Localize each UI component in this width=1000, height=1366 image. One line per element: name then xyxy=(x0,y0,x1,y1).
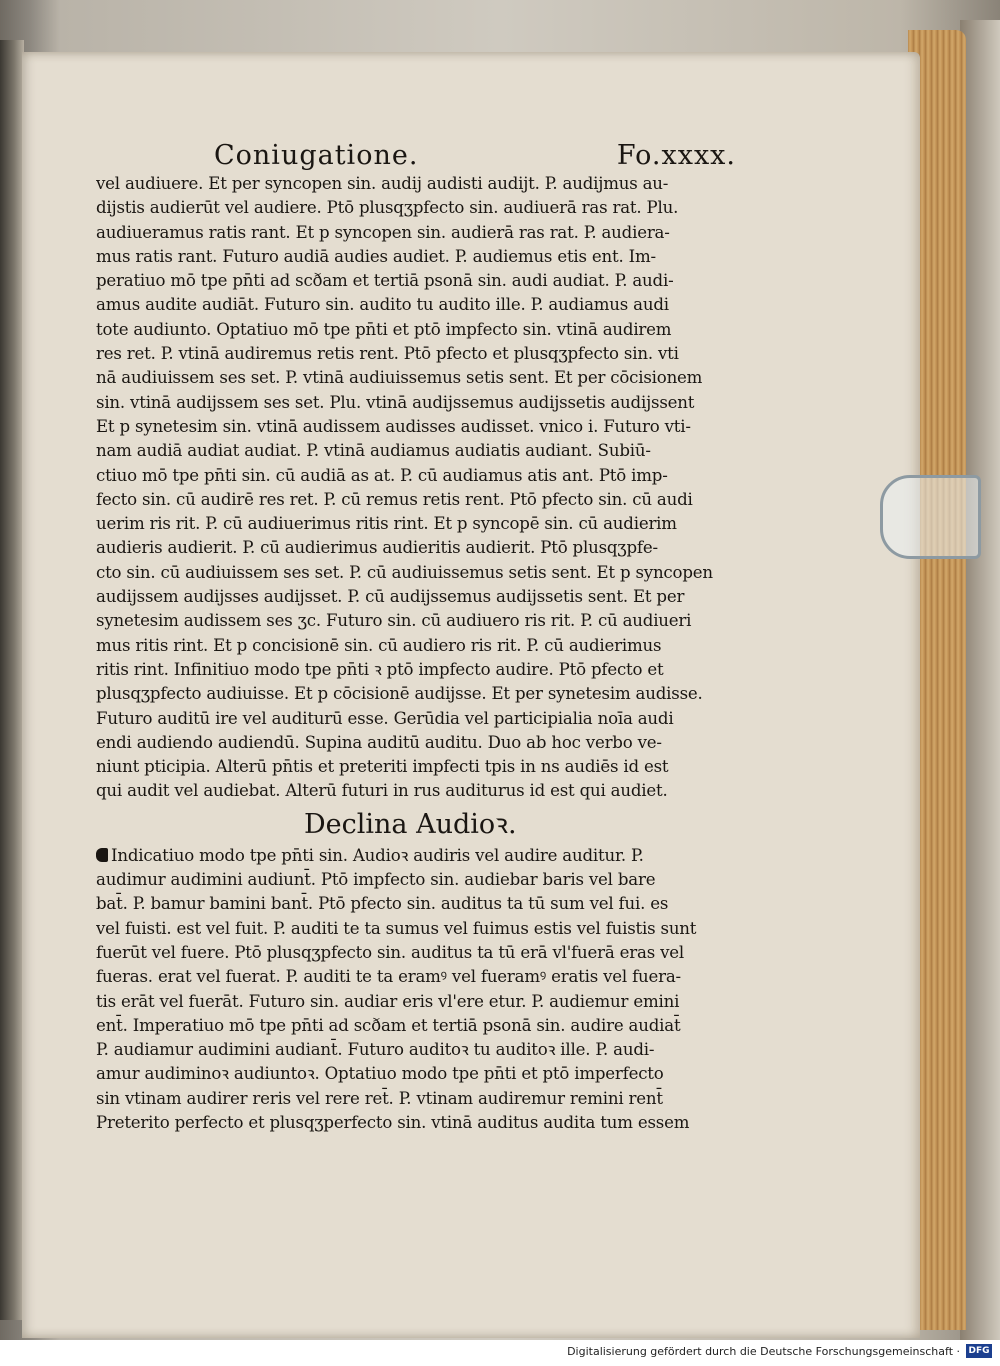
text-line xyxy=(96,1038,742,1062)
text-line-content: res ret. P. vtinā audiremus retis rent. Ptō pfecto et plusqʒpfecto sin. vti xyxy=(96,344,679,364)
text-line xyxy=(96,731,742,755)
text-line xyxy=(96,1087,742,1111)
text-line-content: plusqʒpfecto audiuisse. Et p cōcisionē audijsse. Et per synetesim audisse. xyxy=(96,684,703,704)
text-line xyxy=(96,464,742,488)
running-title: Coniugatione. xyxy=(214,140,419,171)
text-line xyxy=(96,779,742,803)
text-line xyxy=(96,917,742,941)
text-line xyxy=(96,609,742,633)
text-line xyxy=(96,366,742,390)
text-line-content: nā audiuissem ses set. P. vtinā audiuissemus setis sent. Et per cōcisionem xyxy=(96,368,703,388)
text-line-content: amus audite audiāt. Futuro sin. audito tu audito ille. P. audiamus audi xyxy=(96,295,669,315)
text-line xyxy=(96,221,742,245)
text-line xyxy=(96,658,742,682)
text-line-content: fecto sin. cū audirē res ret. P. cū remus retis rent. Ptō pfecto sin. cū audi xyxy=(96,489,693,509)
text-line-content: Indicatiuo modo tpe pn̄ti sin. Audioꝛ audiris vel audire auditur. P. xyxy=(111,845,644,865)
text-line-content: dijstis audierūt vel audiere. Ptō plusqʒpfecto sin. audiuerā ras rat. Plu. xyxy=(96,198,679,218)
text-line xyxy=(96,488,742,512)
text-line-content: mus ratis rant. Futuro audiā audies audiet. P. audiemus etis ent. Im- xyxy=(96,246,656,266)
text-line-content: amur audiminoꝛ audiuntoꝛ. Optatiuo modo tpe pn̄ti et ptō imperfecto xyxy=(96,1064,664,1084)
text-line-content: tis erāt vel fuerāt. Futuro sin. audiar eris vl'ere etur. P. audiemur emini xyxy=(96,991,680,1011)
text-line xyxy=(96,585,742,609)
text-line-content: vel fuisti. est vel fuit. P. auditi te ta sumus vel fuimus estis vel fuistis sunt xyxy=(96,918,697,938)
text-line xyxy=(96,1062,742,1086)
text-line xyxy=(96,415,742,439)
page-edge-shadow xyxy=(960,20,1000,1340)
text-line-content: endi audiendo audiendū. Supina auditū auditu. Duo ab hoc verbo ve- xyxy=(96,732,662,752)
text-line xyxy=(96,707,742,731)
text-line xyxy=(96,892,742,916)
text-line-content: ctiuo mō tpe pn̄ti sin. cū audiā as at. P. cū audiamus atis ant. Ptō imp- xyxy=(96,465,668,485)
page-header xyxy=(96,138,742,172)
text-line-content: niunt pticipia. Alterū pn̄tis et preteriti impfecti tpis in ns audiēs id est xyxy=(96,757,669,777)
text-line xyxy=(96,844,742,868)
text-line-content: audimur audimini audiunt̄. Ptō impfecto sin. audiebar baris vel bare xyxy=(96,870,656,890)
text-line-content: nam audiā audiat audiat. P. vtinā audiamus audiatis audiant. Subiū- xyxy=(96,441,651,461)
section-heading: Declina Audioꝛ. xyxy=(304,808,517,840)
text-line xyxy=(96,868,742,892)
text-line-content: audieris audierit. P. cū audierimus audieritis audierit. Ptō plusqʒpfe- xyxy=(96,538,658,558)
text-line xyxy=(96,990,742,1014)
text-line xyxy=(96,965,742,989)
paragraph-mark-icon xyxy=(96,848,108,862)
text-line-content: Et p synetesim sin. vtinā audissem audisses audisset. vnico i. Futuro vti- xyxy=(96,416,691,436)
text-line xyxy=(96,269,742,293)
text-line xyxy=(96,342,742,366)
text-line-content: vel audiuere. Et per syncopen sin. audij audisti audijt. P. audijmus au- xyxy=(96,174,669,193)
text-line-content: audijssem audijsses audijsset. P. cū audijssemus audijssetis sent. Et per xyxy=(96,587,685,607)
text-line xyxy=(96,172,742,196)
text-line xyxy=(96,634,742,658)
book-spine-left xyxy=(0,40,24,1320)
text-line-content: peratiuo mō tpe pn̄ti ad scðam et tertiā psonā sin. audi audiat. P. audi- xyxy=(96,271,674,291)
digitization-credit: Digitalisierung gefördert durch die Deutsche Forschungsgemeinschaft · xyxy=(567,1345,960,1358)
text-line-content: cto sin. cū audiuissem ses set. P. cū audiuissemus setis sent. Et p syncopen xyxy=(96,562,713,582)
text-line xyxy=(96,439,742,463)
text-line-content: sin vtinam audirer reris vel rere ret̄. P. vtinam audiremur remini rent̄ xyxy=(96,1088,663,1108)
text-line-content: tote audiunto. Optatiuo mō tpe pn̄ti et ptō impfecto sin. vtinā audirem xyxy=(96,319,672,339)
text-line xyxy=(96,536,742,560)
page-clip xyxy=(880,475,981,559)
page-text-block xyxy=(96,138,742,1135)
text-line xyxy=(96,391,742,415)
text-line xyxy=(96,1014,742,1038)
text-line xyxy=(96,941,742,965)
text-line-content: ritis rint. Infinitiuo modo tpe pn̄ti ꝛ ptō impfecto audire. Ptō pfecto et xyxy=(96,659,664,679)
text-line-content: Preterito perfecto et plusqʒperfecto sin. vtinā auditus audita tum essem xyxy=(96,1112,690,1132)
text-line xyxy=(96,755,742,779)
text-section-coniugatione xyxy=(96,172,742,804)
text-line-content: synetesim audissem ses ʒc. Futuro sin. cū audiuero ris rit. P. cū audiueri xyxy=(96,611,692,631)
text-line-content: fueras. erat vel fuerat. P. auditi te ta eramꝰ vel fueramꝰ eratis vel fuera- xyxy=(96,967,681,987)
text-line-content: P. audiamur audimini audiant̄. Futuro auditoꝛ tu auditoꝛ ille. P. audi- xyxy=(96,1040,655,1060)
text-line-content: bat̄. P. bamur bamini bant̄. Ptō pfecto sin. auditus ta tū sum vel fui. es xyxy=(96,894,669,914)
text-line xyxy=(96,293,742,317)
text-section-declina xyxy=(96,844,742,1136)
text-line-content: mus ritis rint. Et p concisionē sin. cū audiero ris rit. P. cū audierimus xyxy=(96,635,662,655)
text-line-content: sin. vtinā audijssem ses set. Plu. vtinā audijssemus audijssetis audijssent xyxy=(96,392,695,412)
folio-number: Fo.xxxx. xyxy=(616,140,736,171)
text-line-content: fuerūt vel fuere. Ptō plusqʒpfecto sin. auditus ta tū erā vl'fuerā eras vel xyxy=(96,942,684,962)
text-line xyxy=(96,245,742,269)
text-line xyxy=(96,318,742,342)
text-line-content: qui audit vel audiebat. Alterū futuri in rus auditurus id est qui audiet. xyxy=(96,781,668,801)
text-line-content: uerim ris rit. P. cū audiuerimus ritis rint. Et p syncopē sin. cū audierim xyxy=(96,514,677,534)
text-line-content: Futuro auditū ire vel auditurū esse. Gerūdia vel participialia noīa audi xyxy=(96,708,674,728)
text-line xyxy=(96,561,742,585)
text-line-content: ent̄. Imperatiuo mō tpe pn̄ti ad scðam et tertiā psonā sin. audire audiat̄ xyxy=(96,1015,681,1035)
text-line xyxy=(96,196,742,220)
text-line xyxy=(96,512,742,536)
text-line-content: audiueramus ratis rant. Et p syncopen sin. audierā ras rat. P. audiera- xyxy=(96,222,670,242)
text-line xyxy=(96,1111,742,1135)
dfg-logo: DFG xyxy=(966,1344,992,1358)
text-line xyxy=(96,682,742,706)
